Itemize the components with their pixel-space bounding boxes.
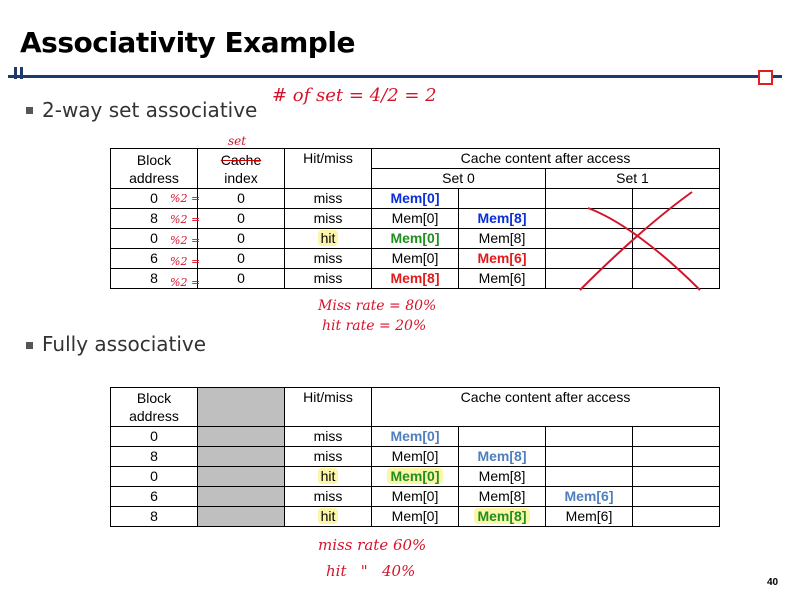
cell-empty [633, 467, 720, 487]
cell-hitmiss: miss [285, 427, 372, 447]
cell-content: Mem[8] [459, 447, 546, 467]
table-row [111, 487, 720, 507]
header-hit-miss: Hit/miss [285, 388, 372, 427]
cell-empty [633, 447, 720, 467]
bullet-icon [26, 342, 33, 349]
header-block-address: Block address [111, 388, 198, 427]
cell-content: Mem[8] [372, 269, 459, 289]
hit-highlight: hit [318, 508, 339, 524]
table-row [111, 507, 720, 527]
handwritten-mod: %2 = [170, 276, 201, 289]
cell-empty [633, 507, 720, 527]
set1-cross-stroke [580, 192, 692, 290]
cell-content: Mem[6] [546, 487, 633, 507]
cell-content: Mem[8] [459, 209, 546, 229]
handwritten-sets-note: # of set = 4/2 = 2 [272, 85, 437, 106]
fully-assoc-table [110, 387, 720, 527]
content-highlight: Mem[8] [474, 508, 529, 524]
header-cache-content: Cache content after access [372, 388, 720, 427]
handwritten-mod: %2 = [170, 192, 201, 205]
cell-content: Mem[8] [459, 229, 546, 249]
cell-index: 0 [198, 209, 285, 229]
cell-content [546, 447, 633, 467]
cell-addr: 8 [111, 507, 198, 527]
header-gray-column [198, 388, 285, 427]
cell-addr: 6 [111, 487, 198, 507]
cell-content: Mem[0] [372, 447, 459, 467]
cell-addr: 0 [111, 189, 198, 209]
handwritten-mod: %2 = [170, 234, 201, 247]
header-hit-miss: Hit/miss [285, 149, 372, 189]
cell-index: 0 [198, 229, 285, 249]
table-row [111, 467, 720, 487]
cell-hitmiss [285, 507, 372, 527]
handwritten-miss-rate-1: Miss rate = 80% [318, 298, 437, 314]
bullet-two-way: 2-way set associative [42, 98, 258, 122]
cell-hitmiss: miss [285, 447, 372, 467]
cell-hitmiss: miss [285, 209, 372, 229]
table-row [111, 447, 720, 467]
cell-gray [198, 487, 285, 507]
cell-index: 0 [198, 249, 285, 269]
cell-addr: 0 [111, 467, 198, 487]
cell-content: Mem[8] [459, 487, 546, 507]
cell-content: Mem[0] [372, 189, 459, 209]
cell-addr: 0 [111, 427, 198, 447]
cell-gray [198, 447, 285, 467]
header-block-address: Block address [111, 149, 198, 189]
cell-empty [633, 487, 720, 507]
cell-content: Mem[8] [459, 467, 546, 487]
cell-content [546, 467, 633, 487]
page-number: 40 [767, 577, 779, 588]
handwritten-mod: %2 = [170, 255, 201, 268]
cell-addr: 8 [111, 209, 198, 229]
cell-index: 0 [198, 189, 285, 209]
header-cache-word: Cache [220, 151, 262, 168]
cell-content: Mem[0] [372, 427, 459, 447]
handwritten-hit-rate-1: hit rate = 20% [322, 318, 427, 334]
cell-content: Mem[6] [459, 249, 546, 269]
cell-content: Mem[0] [372, 229, 459, 249]
cell-content: Mem[0] [372, 487, 459, 507]
header-cache-content: Cache content after access [372, 149, 720, 169]
table-row [111, 427, 720, 447]
cell-index: 0 [198, 269, 285, 289]
cell-content [459, 427, 546, 447]
cell-content: Mem[0] [372, 249, 459, 269]
handwritten-set-word: set [228, 134, 247, 148]
cell-empty [633, 427, 720, 447]
cell-hitmiss [285, 467, 372, 487]
header-set1: Set 1 [546, 169, 720, 189]
cell-gray [198, 467, 285, 487]
header-index-word: index [224, 169, 258, 186]
cell-addr: 8 [111, 447, 198, 467]
cell-gray [198, 427, 285, 447]
cell-content [459, 507, 546, 527]
cell-content: Mem[0] [372, 507, 459, 527]
hit-highlight: hit [318, 468, 339, 484]
cell-hitmiss: miss [285, 189, 372, 209]
cell-content: Mem[6] [459, 269, 546, 289]
hit-highlight: hit [318, 230, 339, 246]
cell-addr: 6 [111, 249, 198, 269]
content-highlight: Mem[0] [387, 468, 442, 484]
slide-title: Associativity Example [20, 26, 355, 59]
cell-hitmiss: miss [285, 269, 372, 289]
cell-content [372, 467, 459, 487]
cell-content [546, 427, 633, 447]
cell-hitmiss: miss [285, 487, 372, 507]
cell-gray [198, 507, 285, 527]
cell-content: Mem[0] [372, 209, 459, 229]
set1-cross-stroke [588, 208, 700, 290]
bullet-fully: Fully associative [42, 332, 207, 356]
cell-addr: 0 [111, 229, 198, 249]
handwritten-miss-rate-2: miss rate 60% [318, 536, 427, 554]
cell-content: Mem[6] [546, 507, 633, 527]
header-set0: Set 0 [372, 169, 546, 189]
handwritten-mod: %2 = [170, 213, 201, 226]
handwritten-hit-rate-2: hit " 40% [326, 562, 416, 580]
cell-hitmiss: miss [285, 249, 372, 269]
cell-addr: 8 [111, 269, 198, 289]
